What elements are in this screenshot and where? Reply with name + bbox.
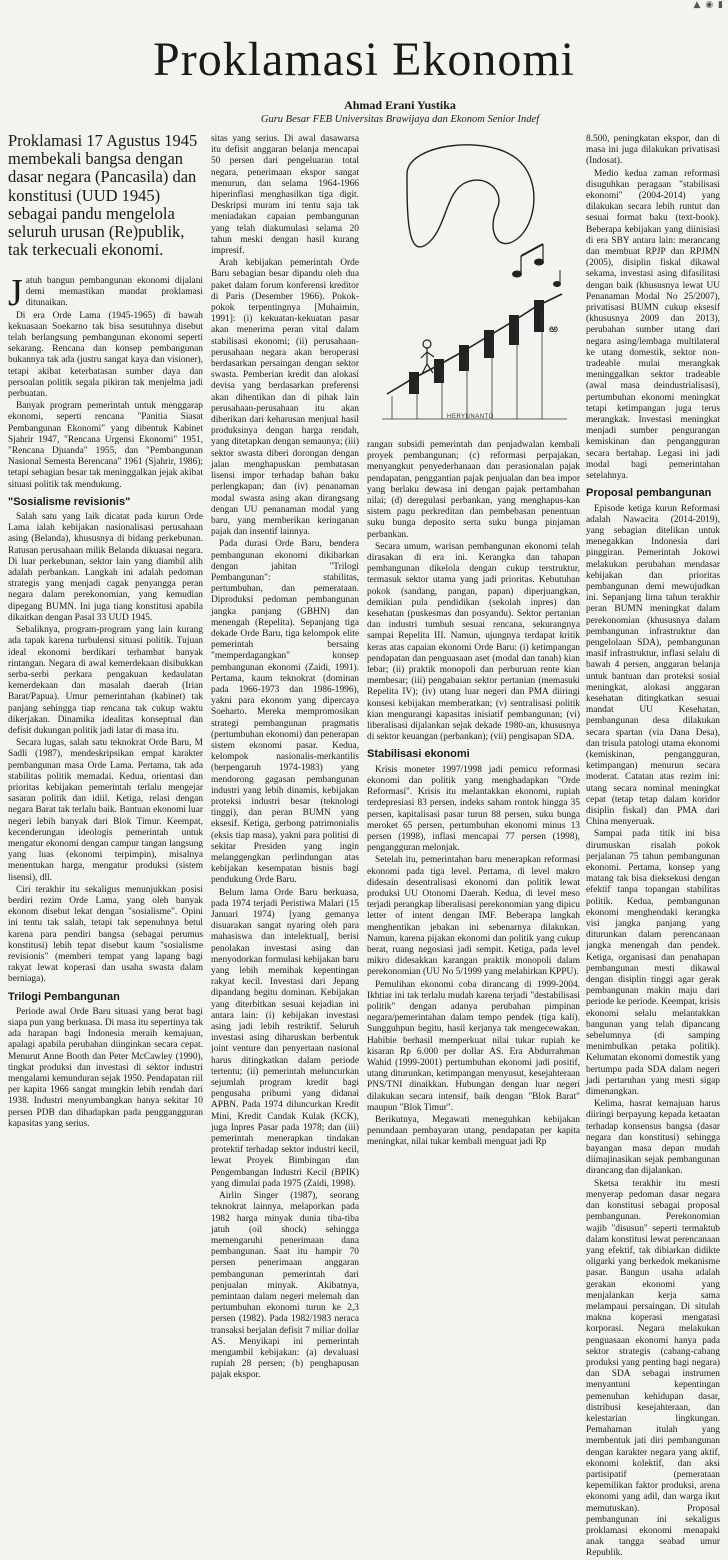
col1-paragraph-5: Sebaliknya, program-program yang lain kurang ada tapak karena turbulensi situasi politik. Tujuan ideal ekonomi berdikari terhambat banyak rintangan. Negara di awal kemerdekaan disibukkan serba-serbi perkara pengakuan kedaulatan kemerdekaan dan masalah daerah (Irian Barat/Papua). Umur pemerintahan (kabinet) tak panjang sehingga tiap rencana tak cukup waktu dikerjakan. Dinamika idealitas konseptual dan defisit dukungan politik jadi latar di masa itu. — [8, 625, 203, 736]
byline — [220, 98, 580, 125]
col1-paragraph-4: Salah satu yang laik dicatat pada kurun Orde Lama ialah kebijakan nasionalisasi perusahaan asing (Belanda), khususnya di bidang perkebunan. Ratusan perusahaan milik Belanda dikuasai negara. Di luar perkebunan, sektor lain yang diambil alih adalah perbankan. Langkah ini adalah pedoman strategis yang menjadi cagak penyangga peran negara dalam perekonomian, yang kemudian dipegang BUMN. Ini juga tiang konstitusi apabila dikaitkan dengan Pasal 33 UUD 1945. — [8, 512, 203, 623]
col3-paragraph-4: Setelah itu, pemerintahan baru menerapkan reformasi ekonomi pada tiga level. Pertama, di level makro didesain desentralisasi ekonomi dan politik lewat produksi UU Otonomi Daerah. Kedua, di level meso terjadi perangkap liberalisasi perekonomian yang dipicu letter of intent dengan IMF. Beberapa langkah menghentikan jebakan ini sebenarnya dilakukan. Namun, karena pijakan ekonomi dan politik yang cukup berat, ruang negosiasi jadi sempit. Ketiga, pada level mikro didesakkan karangan praktik monopoli dalam perekonomian (UU No 5/1999 yang melahirkan KPPU). — [367, 855, 580, 978]
article-title: Proklamasi Ekonomi — [153, 33, 575, 86]
col2-paragraph-3: Pada durasi Orde Baru, bendera pembangunan ekonomi dikibarkan dengan jahitan "Trilogi Pembangunan": stabilitas, pertumbuhan, dan pemerataan. Diproduksi pedoman pembangunan jangka panjang (GBHN) dan menengah (Repelita). Sepanjang tiga dekade Orde Baru, tiga kelompok elite pemerintah bersaing "memperdagangkan" konsep pembangunan ekonomi (Zaidi, 1991). Pertama, kaum teknokrat (dominan pada 1966-1973 dan 1986-1996), yakni para ekonom yang dipercaya Soeharto. Mereka mempromosikan strategi pembangunan pragmatis (pertumbuhan ekonomi) dan penerapan sistem ekonomi pasar. Kedua, kelompok nasionalis-merkantilis (berpengaruh 1974-1983) yang mendorong gagasan pembangunan industri yang lebih dinamis, kebijakan proteksi industri besar (teknologi tinggi), dan peran BUMN yang eksesif. Ketiga, gerbong patrimonialis (eksis tiap masa), yakni para politisi di sekitar Presiden yang ingin melanggengkan perlindungan atas kebijakan kesempatan bisnis bagi pendukung Orde Baru. — [211, 539, 359, 886]
col3-paragraph-6: Berikutnya, Megawati meneguhkan kebijakan penundaan pembayaran utang, pendapatan per kapita meningkat, nilai tukar kembali menguat jadi Rp — [367, 1114, 580, 1148]
col4-paragraph-1: 8.500, peningkatan ekspor, dan di masa ini juga dilakukan privatisasi (Indosat). — [586, 134, 720, 167]
subheading-stabilisasi: Stabilisasi ekonomi — [367, 748, 470, 761]
newspaper-page — [8, 14, 720, 1559]
col4-paragraph-4: Sampai pada titik ini bisa dirumuskan risalah pokok perjalanan 75 tahun pembangunan ekonomi. Pertama, konsep yang matang tak bisa dieksekusi dengan efektif tanpa topangan stabilitas politik. Kedua, pembangunan ekonomi menghendaki kerangka visi jangka panjang yang diturunkan dalam perencanaan jangka menengah dan pendek. Ketiga, organisasi dan penahapan pembangunan mesti dikawal dengan disiplin tinggi agar gerak pembangunan makin maju dari periode ke periode. Keempat, krisis ekonomi selalu melantakkan bangunan yang telah dipancang sebelumnya (di samping menimbulkan petaka politik). Kelumatan ekonomi domestik yang bertumpu pada SDA dalam negeri jadi pertaruhan yang mesti sigap dimenangkan. — [586, 829, 720, 1098]
author-name: Ahmad Erani Yustika — [344, 98, 456, 112]
illustration — [367, 134, 580, 434]
col4-paragraph-5: Kelima, hasrat kemajuan harus diiringi berpayung kepada ketaatan terhadap konsensus bangsa (dasar negara dan konstitusi) sehingga bayangan masa depan mudah diimajinasikan sejak pembangunan dirancang dan dijalankan. — [586, 1099, 720, 1177]
col3-paragraph-3: Krisis moneter 1997/1998 jadi pemicu reformasi ekonomi dan politik yang menghadapkan "Orde Reformasi". Krisis itu melantakkan ekonomi, rupiah terdepresiasi 83 persen, indeks saham rontok hingga 35 persen, kapitalisasi pasar turun 88 persen, suku bunga meroket 65 persen, pertumbuhan ekonomi minus 13 persen (1998), inflasi mencapai 77 persen (1998), pengangguran melonjak. — [367, 764, 580, 854]
status-bar — [0, 0, 728, 14]
column-3 — [367, 440, 580, 1196]
col3-paragraph-5: Pemulihan ekonomi coba dirancang di 1999-2004. Ikhtiar ini tak terlalu mudah karena terjadi "destabilisasi politik" dengan adanya perubahan pimpinan negara/pemerintahan dalam tempo pendek (tiga kali). Sungguhpun begitu, hasil kerjanya tak mengecewakan. Habibie berhasil memperkuat nilai tukar rupiah ke kisaran Rp 6.000 per dollar AS. Era Abdurrahman Wahid (1999-2001) pertumbuhan ekonomi jadi positif, utang diturunkan, ketimpangan menyusut, kesejahteraan PNS/TNI dinaikkan. Hubungan dengan luar negeri dilakukan secara intensif, baik dengan "Blok Barat" maupun "Blok Timur". — [367, 979, 580, 1113]
col3-paragraph-2: Secara umum, warisan pembangunan ekonomi telah dirasakan di era ini. Kerangka dan tahapan pembangunan dikelola dengan cukup terstruktur, termasuk sektor utama yang jadi prioritas. Kebutuhan pokok (sandang, pangan, papan) diperjuangkan, demikian pula pendidikan (sekolah inpres) dan kesehatan (puskesmas dan posyandu). Sektor pertanian dan industri tumbuh sesuai rencana, sekurangnya sampai Repelita III. Namun, ujungnya terdapat kritik keras atas capaian ekonomi Orde Baru: (i) ketimpangan pendapatan dan penguasaan aset (modal dan tanah) kian lebar; (ii) praktik monopoli dan perburuan rente kian membesar; (iii) pengabaian sektor pertanian (memasuki Repelita IV); (iv) utang luar negeri dan PMA diiringi konsesi kebijakan memberatkan; (v) sentralisasi politik kian mengurangi kapasitas inisiatif pembangunan; (vi) liberalisasi dijalankan sejak dekade 1980-an, khususnya di sektor keuangan (perbankan); (vii) pengisapan SDA. — [367, 541, 580, 743]
subheading-trilogi: Trilogi Pembangunan — [8, 990, 120, 1003]
col1-paragraph-1-text: atuh bangun pembangunan ekonomi dijalani demi memastikan mandat proklamasi ditunaikan. — [25, 276, 203, 309]
svg-text:ఱ: ఱ — [549, 323, 559, 335]
col1-paragraph-1 — [8, 272, 203, 314]
illustrator-signature: HERYUNANTO — [447, 414, 494, 420]
lead-paragraph: Proklamasi 17 Agustus 1945 membekali bangsa dengan dasar negara (Pancasila) dan konstitusi (UUD 1945) sebagai pandu mengelola seluruh urusan (Re)publik, tak terkecuali ekonomi. — [8, 131, 198, 260]
subheading-sosialisme: "Sosialisme revisionis" — [8, 495, 131, 508]
col2-paragraph-1: sitas yang serius. Di awal dasawarsa itu defisit anggaran belanja mencapai 50 persen dari pengeluaran total negara, penerimaan ekspor sangat menurun, dan selama 1964-1966 hiperinflasi menghasilkan tiga digit. Deskripsi muram ini tentu saja tak meniadakan capaian pembangunan yang telah diakumulasi selama 20 tahun meski dengan hasil kurang impresif. — [211, 134, 359, 257]
col4-paragraph-3: Episode ketiga kurun Reformasi adalah Nawacita (2014-2019), yang sebagian ditelikan untuk menegakkan Indonesia dari pinggiran. Pemerintah Jokowi melakukan perubahan mendasar kebijakan dan prioritas pembangunan demi mewujudkan ini. Sepanjang lima tahun terakhir peran BUMN meningkat dalam perekonomian (khususnya dalam pembangunan infrastruktur dan pengelolaan SDA), pembangunan masif infrastruktur, inflasi selalu di bawah 4 persen, anggaran belanja untuk bantuan dan proteksi sosial meningkat, alokasi anggaran kesehatan ditingkatkan sesuai mandat UU Kesehatan, pembangunan desa dilakukan secara spartan (via Dana Desa), dan trisula patologi utama ekonomi (kemiskinan, pengangguran, ketimpangan) menurun secara moderat. Catatan atas rezim ini: utang secara nominal meningkat cepat (tetap tetap dalam koridor disiplin fiskal) dan PMA dari China menyeruak. — [586, 503, 720, 828]
col2-paragraph-2: Arah kebijakan pemerintah Orde Baru sebagian besar dipandu oleh dua paket dalam forum konferensi kreditor di Paris (Desember 1966). Pokok-pokok terpentingnya [Muhaimin, 1991]: (i) kekuatan-kekuatan pasar akan menerima peran vital dalam stabilisasi ekonomi; (ii) perusahaan-perusahaan negara akan beroperasi berdasarkan persaingan dengan sektor swasta. Pemberian kredit dan alokasi devisa yang berdasarkan preferensi akan dihentikan dan di pihak lain perusahaan-perusahaan itu akan diberikan dari keharusan menjual hasil produksinya dengan harga rendah, yang ditetapkan dengan semaunya; (iii) sektor swasta diberi dorongan dengan jalan menghapuskan pembatasan lisensi impor terhadap bahan baku perlengkapan; dan (iv) penanaman modal swasta asing akan dirangsang dengan UU penanaman modal yang baru, yang memberikan keringanan pajak dan insentif lainnya. — [211, 258, 359, 538]
col1-paragraph-7: Ciri terakhir itu sekaligus menunjukkan posisi berdiri rezim Orde Lama, yang oleh banyak ekonom disebut lekat dengan "sosialisme". Opini ini tentu tak salah, tetapi tak sepenuhnya betul karena para pendiri bangsa (sebagai perumus konstitusi) lebih tepat disebut kaum "sosialisme revisionis" (memberi tempat yang lapang bagi rakyat lewat koperasi dan usaha swasta dalam berniaga). — [8, 884, 203, 985]
column-1 — [8, 272, 203, 1196]
column-2 — [211, 134, 359, 1381]
piano-stair-illustration — [367, 134, 580, 434]
col2-paragraph-5: Airlin Singer (1987), seorang teknokrat lainnya, melaporkan pada 1982 harga minyak dunia tiba-tiba jatuh (oil shock) sehingga memengaruhi penerimaan dana pembangunan. Saat itu hampir 70 persen penerimaan anggaran pembangunan pemerintah dari penjualan minyak. Akibatnya, pemintaan dalam negeri melemah dan pertumbuhan ekonomi turun ke 2,3 persen (1982). Pada 1982/1983 neraca transaksi berjalan defisit 7 miliar dollar AS. Menyikapi ini pemerintah mengambil kebijakan: (a) devaluasi rupiah 28 persen; (b) penghapusan pajak ekspor. — [211, 1191, 359, 1381]
col1-paragraph-3: Banyak program pemerintah untuk menggarap ekonomi, seperti rencana "Panitia Siasat Pembangunan Ekonomi" yang dibentuk Kabinet Sjahrir 1947, "Rencana Urgensi Ekonomi" 1951, "Rencana Djuanda" 1955, dan "Pembangunan Nasional Semesta Berencana" 1961 (Sjahrir, 1986); tetapi sebagian besar tak meninggalkan jejak akibat situasi politik tak mendukung. — [8, 401, 203, 490]
col2-paragraph-4: Belum lama Orde Baru berkuasa, pada 1974 terjadi Peristiwa Malari (15 Januari 1974) [yang gemanya disuarakan sangat nyaring oleh para mahasiswa dan intelektual], berisi penolakan investasi asing dan menyodorkan formulasi kebijakan baru yang lebih memihak kepentingan rakyat kecil. Investasi dari Jepang dipandang begitu dominan. Kebijakan yang diterbitkan sesuai kejadian ini antara lain: (i) kebijakan investasi asing jadi lebih restriktif. Seluruh investasi asing diharuskan berbentuk joint venture dan penyertaan nasional harus ditingkatkan dalam periode tertentu; (ii) pemerintah meluncurkan sejumlah program kredit bagi pengusaha pribumi yang didanai APBN. Pada 1974 diluncurkan Kredit Mini, Kredit Candak Kulak (KCK), juga Inpres Pasar pada 1978; dan (iii) pemerintah menerapkan tindakan protektif terhadap sektor industri kecil, lewat Proyek Bimbingan dan Pengembangan Industri Kecil (BPIK) yang dimulai pada 1975 (Zaidi, 1998). — [211, 887, 359, 1189]
drop-cap: J — [8, 272, 23, 314]
col3-paragraph-1: rangan subsidi pemerintah dan penjadwalan kembali proyek pembangunan; (c) reformasi perpajakan, menyangkut penyederhanaan dan perasionalan pajak pendapatan, penggantian pajak penjualan dan bea impor yang berlaku dewasa ini dengan pajak pertambahan nilai; (d) deregulasi perbankan, yang menghapus-kan sistem pagu perkreditan dan pembebasan penentuan suku bunga deposito serta suku bunga pinjaman perbankan. — [367, 440, 580, 540]
status-icons: ▲ ◉ ▮ — [693, 0, 724, 10]
column-4 — [586, 134, 720, 1559]
author-role: Guru Besar FEB Universitas Brawijaya dan Ekonom Senior Indef — [260, 114, 540, 125]
col1-paragraph-2: Di era Orde Lama (1945-1965) di bawah kekuasaan Soekarno tak bisa sesutuhnya disebut telah berlangsung pembangunan ekonomi seperti sekarang. Rencana dan konsep pembangunan bukannya tak ada (justru sangat kaya dan visioner), tetapi akibat keterbatasan sumber daya dan persoalan politik segala pikiran tak menjelma jadi perbuatan. — [8, 310, 203, 400]
subheading-proposal: Proposal pembangunan — [586, 487, 712, 500]
col1-paragraph-8: Periode awal Orde Baru situasi yang berat bagi siapa pun yang berkuasa. Di masa itu sepertinya tak ada harapan bagi Indonesia meraih kemajuan, apalagi apabila perubahan diinginkan secara cepat. Menurut Anne Booth dan Peter McCawley (1990), tingkat produksi dan investasi di sektor industri mengalami kemunduran sejak 1950. Pendapatan riil per kapita 1966 sangat mungkin lebih rendah dari 1938. Industri menyumbangkan hanya sekitar 10 persen PDB dan dihadapkan pada penggangguran kapasitas yang serius. — [8, 1006, 203, 1129]
col1-paragraph-6: Secara lugas, salah satu teknokrat Orde Baru, M Sadli (1987), mendeskripsikan empat karakter pembangunan masa Orde Lama. Pertama, tak ada stabilitas politik memadai. Kedua, orientasi dan prioritas kebijakan pemerintah terlalu mengejar sasaran politik dan idiil. Ketiga, relasi dengan negara Barat tak terlalu baik. Bantuan ekonomi luar negeri lebih banyak dari Blok Timur. Keempat, kecenderungan ideologis pemerintah untuk mengatur ekonomi dengan campur tangan langsung yang luas (ekonomi terpimpin), misalnya menentukan harga, mengatur produksi (sistem lisensi), dll. — [8, 738, 203, 883]
col4-paragraph-6: Sketsa terakhir itu mesti menyerap pedoman dasar negara dan konstitusi sebagai proposal pembangunan. Perekonomian wajib "disusun" seperti termaktub dalam konstitusi lewat perencanaan yang efektif, tak dibiarkan didikte oligarki yang berkedok mekanisme pasar. Bangun usaha adalah gerakan ekonomi yang menjalankan kerja sama melampaui persaingan. Di situlah makna koperasi mengatasi korporasi. Negara melakukan penguasaan ekonomi hanya pada sektor strategis (cabang-cabang produksi yang penting bagi negara) dan SDA sebagai instrumen menyantuni kepentingan pemenuhan kehidupan dasar, distribusi kesejahteraan, dan kelestarian lingkungan. Pemahaman itulah yang membentuk jati diri pembangunan dengan karakter negara yang aktif, ekonomi kolektif, dan aksi partisipatif (pemerataan kepemilikan faktor produksi, arena ekonomi yang adil, dan warga ikut memutuskan). Proposal pembangunan ini sekaligus proklamasi ekonomi menapaki anak tangga seabad umur Republik. — [586, 1178, 720, 1559]
col4-paragraph-2: Medio kedua zaman reformasi disuguhkan peragaan "stabilisasi ekonomi" (2004-2014) yang dilakukan secara lebih runtut dan sesuai format baku (text-book). Beberapa kebijakan yang diinisiasi di era SBY antara lain: merancang dan membuat RPJP dan RPJMN (2005), disiplin fiskal dikawal sekama, investasi asing difasilitasi dengan baik (khususnya lewat UU Penanaman Modal No 25/2007), privatisasi BUMN cukup eksesif (khususnya 2009 dan 2013), perubahan sumber utang dari negara asing/lembaga multilateral ke utang domestik, sektor non-tradeable mulai merangkak meninggalkan sektor tradeable (awal masa deindustrialisasi), pertumbuhan ekonomi meningkat tetapi ketimpangan juga terus merangkak. Investasi meningkat menjadi sumber pengurangan kemiskinan dan pengangguran secara bertahap. Legasi ini jadi modal bagi pemerintahan setelahnya. — [586, 168, 720, 482]
